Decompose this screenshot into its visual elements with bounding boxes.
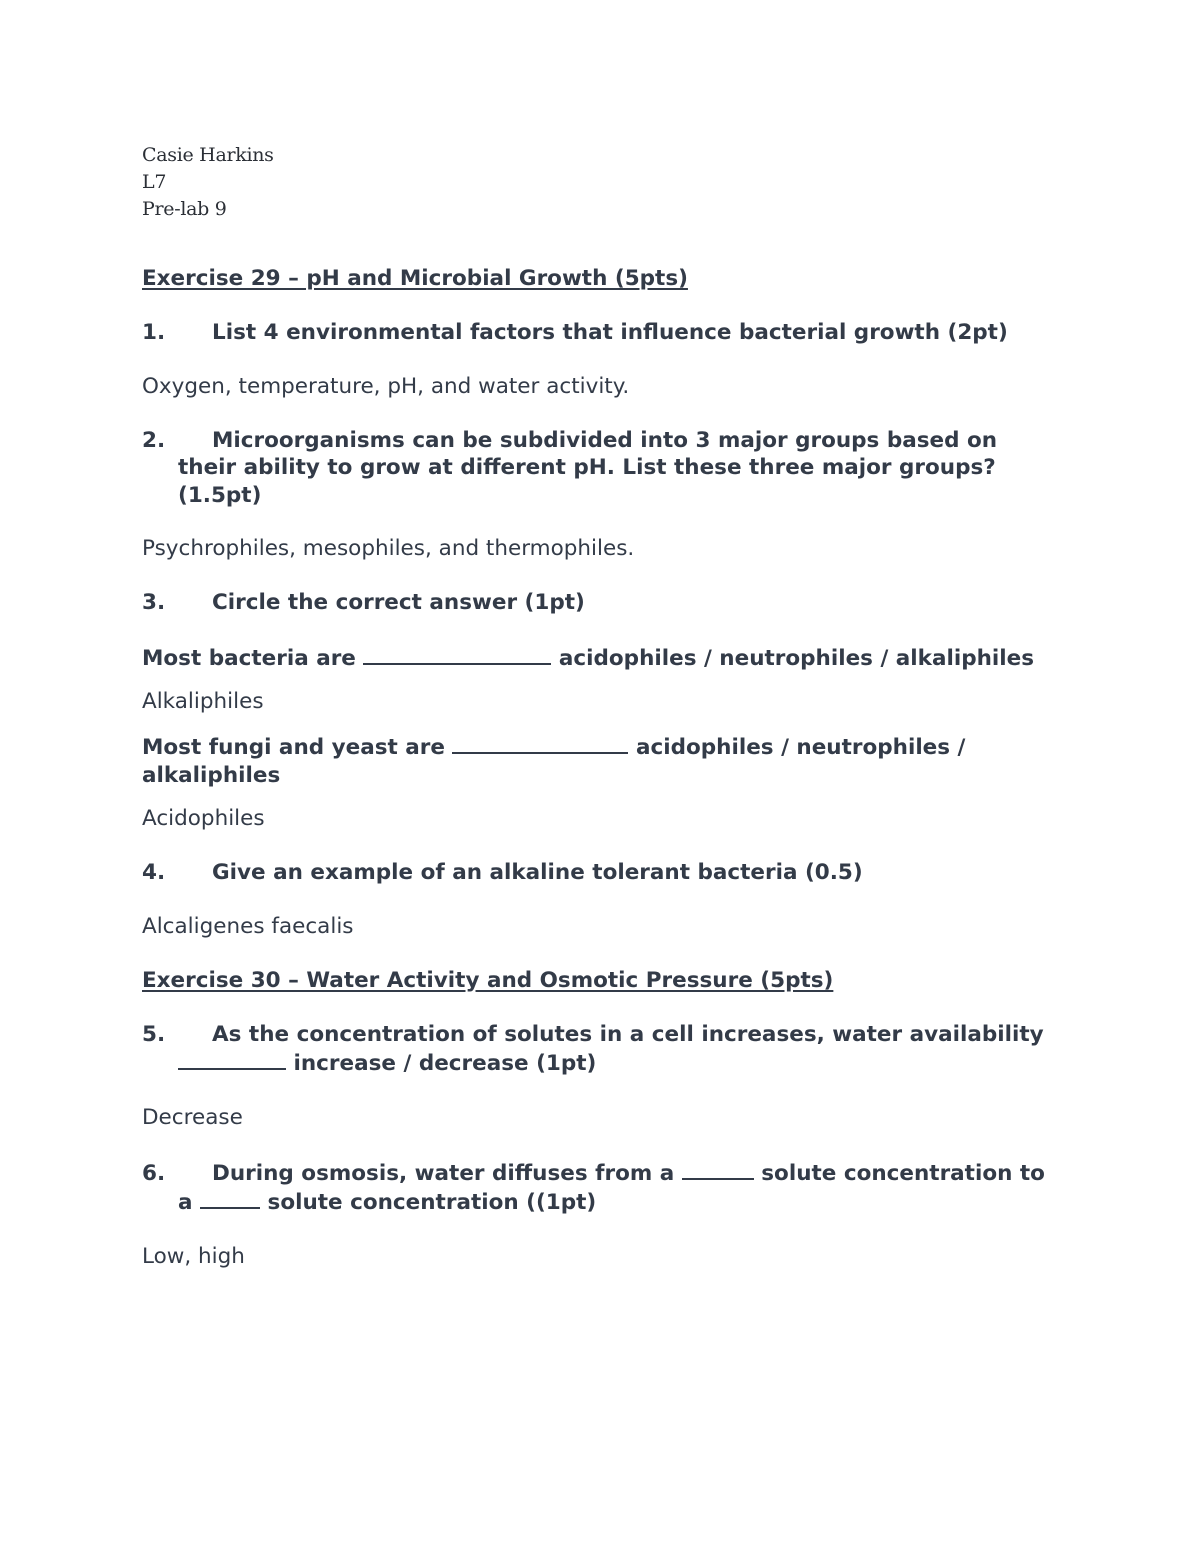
question-3-part-b-options: acidophiles / neutrophiles / alkaliphiles — [142, 735, 966, 788]
question-6-text-after: solute concentration ((1pt) — [267, 1190, 597, 1215]
question-1 — [142, 319, 1052, 347]
question-4-number: 4. — [142, 860, 166, 885]
question-5-text-after: increase / decrease (1pt) — [293, 1051, 597, 1076]
answer-blank — [200, 1187, 260, 1209]
answer-3a: Alkaliphiles — [142, 689, 264, 714]
question-3-part-a-prefix: Most bacteria are — [142, 645, 356, 671]
question-3-number: 3. — [142, 590, 166, 615]
question-1-text: List 4 environmental factors that influence bacterial growth (2pt) — [212, 320, 1008, 345]
answer-2: Psychrophiles, mesophiles, and thermophiles. — [142, 536, 635, 561]
answer-blank — [452, 732, 628, 754]
question-2-text: Microorganisms can be subdivided into 3 major groups based on their ability to grow at different pH. List these three major groups? (1.5pt) — [178, 427, 998, 508]
question-5-number: 5. — [142, 1021, 166, 1047]
answer-6: Low, high — [142, 1243, 245, 1269]
answer-blank — [363, 643, 551, 665]
question-3-part-a — [142, 643, 1052, 673]
answer-4: Alcaligenes faecalis — [142, 913, 354, 939]
question-4-text: Give an example of an alkaline tolerant bacteria (0.5) — [212, 860, 863, 885]
question-4 — [142, 859, 1052, 887]
question-3-part-a-options: acidophiles / neutrophiles / alkaliphiles — [558, 645, 1035, 671]
answer-5: Decrease — [142, 1104, 243, 1130]
answer-1: Oxygen, temperature, pH, and water activity. — [142, 373, 630, 399]
header-block — [142, 142, 1052, 223]
answer-blank — [682, 1158, 754, 1180]
question-3-text: Circle the correct answer (1pt) — [212, 590, 585, 615]
question-6 — [142, 1158, 1052, 1217]
document-page — [142, 142, 1052, 1271]
assignment-title: Pre-lab 9 — [142, 198, 227, 220]
question-6-text-middle: solute concentration to a — [178, 1160, 1045, 1215]
question-2 — [142, 427, 1052, 510]
question-3 — [142, 589, 1052, 617]
question-3-part-b-prefix: Most fungi and yeast are — [142, 735, 445, 760]
lab-section: L7 — [142, 171, 167, 193]
answer-blank — [178, 1048, 286, 1070]
exercise-29-title: Exercise 29 – pH and Microbial Growth (5pts) — [142, 266, 688, 291]
question-5 — [142, 1021, 1052, 1078]
question-5-text-before: As the concentration of solutes in a cell increases, water availability — [212, 1021, 1044, 1047]
question-3-part-b — [142, 732, 1052, 789]
question-6-text-before: During osmosis, water diffuses from a — [212, 1160, 675, 1186]
question-1-number: 1. — [142, 320, 166, 345]
question-2-number: 2. — [142, 427, 166, 453]
question-6-number: 6. — [142, 1160, 166, 1186]
student-name: Casie Harkins — [142, 144, 274, 166]
answer-3b: Acidophiles — [142, 806, 265, 831]
exercise-30-title: Exercise 30 – Water Activity and Osmotic Pressure (5pts) — [142, 967, 834, 993]
